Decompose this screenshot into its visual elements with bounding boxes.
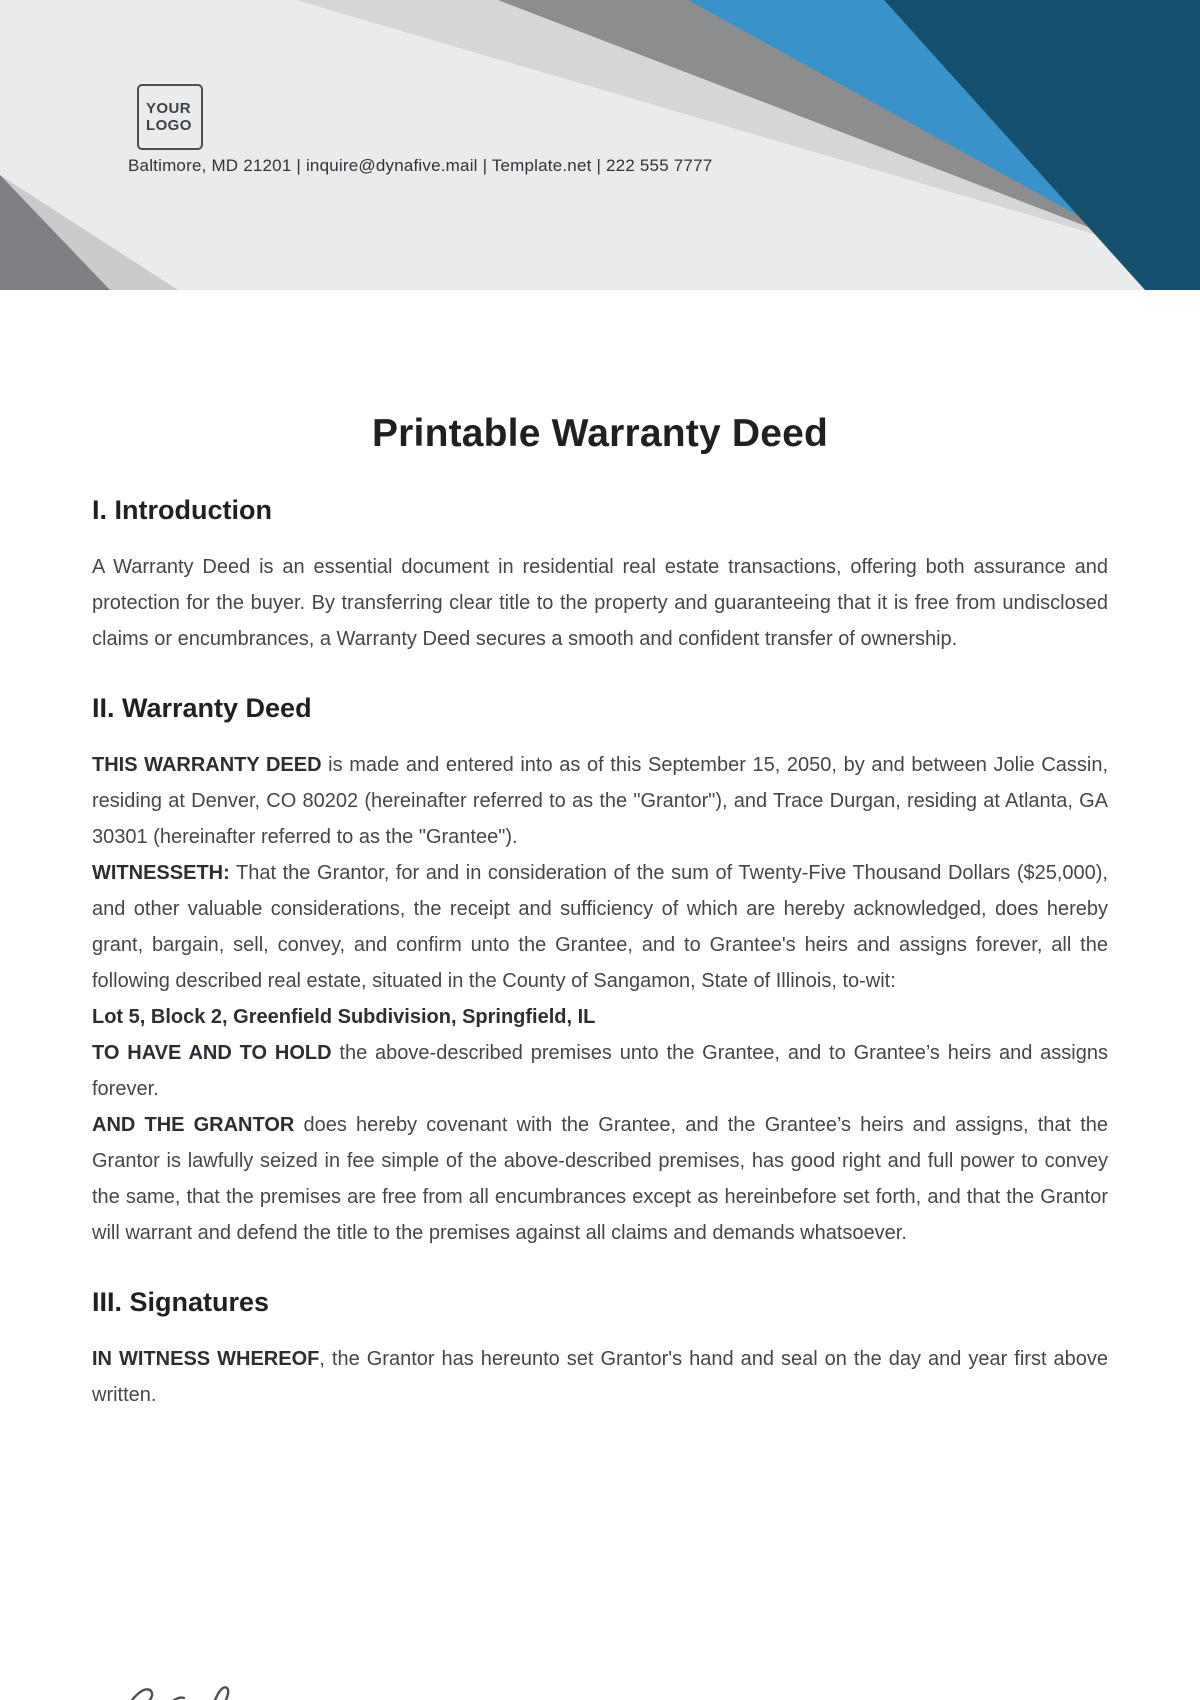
section-heading-warranty-deed: II. Warranty Deed xyxy=(92,693,312,723)
paragraph-lead: WITNESSETH: xyxy=(92,862,230,884)
paragraph-lead: AND THE GRANTOR xyxy=(92,1114,295,1136)
paragraph-text: the above-described premises unto the Grantee, and to Grantee’s heirs and assigns forever. xyxy=(92,1042,1108,1100)
logo-text-line1: YOUR xyxy=(146,100,191,117)
paragraph-lead: IN WITNESS WHEREOF xyxy=(92,1348,320,1370)
paragraph-introduction xyxy=(92,549,1108,657)
logo-placeholder xyxy=(137,84,203,150)
paragraph-text: does hereby covenant with the Grantee, and the Grantee’s heirs and assigns, that the Grantor is lawfully seized in fee simple of the above-described premises, has good right and full power to convey the same, that the premises are free from all encumbrances except as hereinbefore set forth, and that the Grantor will warrant and defend the title to the premises against all claims and demands whatsoever. xyxy=(92,1114,1108,1244)
document-content xyxy=(0,290,1200,1413)
paragraph-text: , the Grantor has hereunto set Grantor's hand and seal on the day and year first above written. xyxy=(92,1348,1108,1406)
paragraph-text: is made and entered into as of this September 15, 2050, by and between Jolie Cassin, residing at Denver, CO 80202 (hereinafter referred to as the "Grantor"), and Trace Durgan, residing at Atlanta, GA 30301 (hereinafter referred to as the "Grantee"). xyxy=(92,754,1108,848)
paragraph-grantor-covenant xyxy=(92,1107,1108,1251)
paragraph-deed-parties xyxy=(92,747,1108,855)
section-heading-introduction: I. Introduction xyxy=(92,495,272,525)
paragraph-text: A Warranty Deed is an essential document in residential real estate transactions, offering both assurance and protection for the buyer. By transferring clear title to the property and guaranteeing that it is free from undisclosed claims or encumbrances, a Warranty Deed secures a smooth and confident transfer of ownership. xyxy=(92,556,1108,650)
paragraph-lead: TO HAVE AND TO HOLD xyxy=(92,1042,332,1064)
paragraph-lead: THIS WARRANTY DEED xyxy=(92,754,322,776)
paragraph-lead: Lot 5, Block 2, Greenfield Subdivision, Springfield, IL xyxy=(92,1006,596,1028)
document-title: Printable Warranty Deed xyxy=(371,412,829,455)
signature-fragment xyxy=(118,1676,338,1700)
paragraph-to-have-and-to-hold xyxy=(92,1035,1108,1107)
paragraph-legal-description xyxy=(92,999,1108,1035)
paragraph-text: That the Grantor, for and in consideration of the sum of Twenty-Five Thousand Dollars ($25,000), and other valuable considerations, the receipt and sufficiency of which are hereby acknowledged, does hereby grant, bargain, sell, convey, and confirm unto the Grantee, and to Grantee's heirs and assigns forever, all the following described real estate, situated in the County of Sangamon, State of Illinois, to-wit: xyxy=(92,862,1108,992)
paragraph-in-witness-whereof xyxy=(92,1341,1108,1413)
section-heading-signatures: III. Signatures xyxy=(92,1287,270,1317)
logo-text-line2: LOGO xyxy=(146,117,192,134)
contact-info: Baltimore, MD 21201 | inquire@dynafive.mail | Template.net | 222 555 7777 xyxy=(128,156,713,175)
letterhead xyxy=(0,0,1200,290)
paragraph-witnesseth xyxy=(92,855,1108,999)
